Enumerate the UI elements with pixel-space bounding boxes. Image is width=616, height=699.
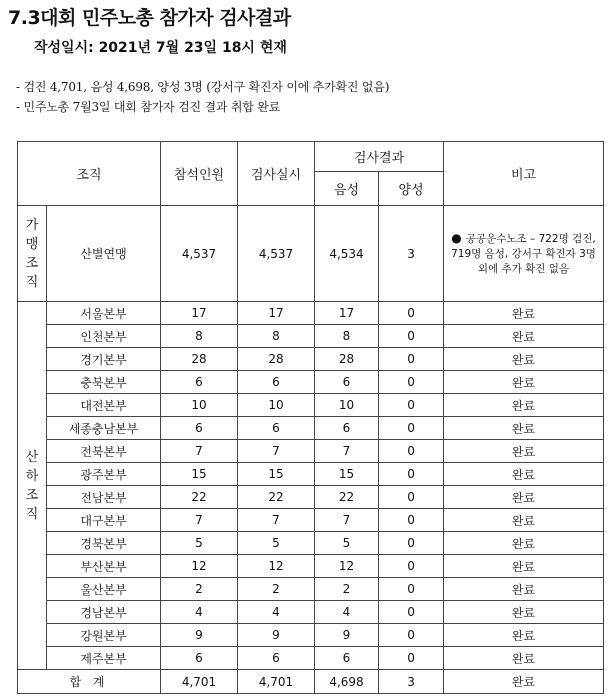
tested-cell: 17 [238, 302, 315, 325]
attendees-cell: 8 [161, 325, 238, 348]
remark-cell: 완료 [444, 486, 604, 509]
tested-cell: 10 [238, 394, 315, 417]
summary-note: - 검진 4,701, 음성 4,698, 양성 3명 (강서구 확진자 이에 추가확진 없음) [16, 80, 390, 94]
org-cell: 전남본부 [47, 486, 161, 509]
test-results-table [17, 141, 604, 694]
table-row [18, 348, 604, 371]
tested-cell: 7 [238, 509, 315, 532]
org-cell: 대구본부 [47, 509, 161, 532]
table-row [18, 624, 604, 647]
attendees-cell: 28 [161, 348, 238, 371]
remark-cell: 완료 [444, 532, 604, 555]
table-row [18, 302, 604, 325]
bullet-icon: ● [451, 230, 462, 245]
col-header-attendees: 참석인원 [161, 142, 238, 206]
negative-cell: 5 [315, 532, 379, 555]
attendees-cell: 4 [161, 601, 238, 624]
total-remark-cell: 완료 [444, 670, 604, 694]
attendees-cell: 15 [161, 463, 238, 486]
table-row [18, 463, 604, 486]
col-header-negative: 음성 [315, 172, 379, 206]
positive-cell: 0 [379, 440, 444, 463]
page-title: 7.3대회 민주노총 참가자 검사결과 [8, 7, 291, 29]
negative-cell: 7 [315, 509, 379, 532]
remark-cell: 완료 [444, 509, 604, 532]
total-label: 합 계 [18, 670, 161, 694]
attendees-cell: 10 [161, 394, 238, 417]
tested-cell: 5 [238, 532, 315, 555]
negative-cell: 6 [315, 417, 379, 440]
negative-cell: 2 [315, 578, 379, 601]
table-row [18, 440, 604, 463]
attendees-cell: 9 [161, 624, 238, 647]
remark-cell: 완료 [444, 325, 604, 348]
remark-cell: 완료 [444, 578, 604, 601]
table-row [18, 394, 604, 417]
attendees-cell: 22 [161, 486, 238, 509]
tested-cell: 12 [238, 555, 315, 578]
table-row [18, 486, 604, 509]
col-header-result-group: 검사결과 [315, 142, 444, 172]
org-cell: 경북본부 [47, 532, 161, 555]
tested-cell: 6 [238, 647, 315, 670]
positive-cell: 0 [379, 601, 444, 624]
remark-cell: 완료 [444, 417, 604, 440]
org-cell: 부산본부 [47, 555, 161, 578]
attendees-cell: 5 [161, 532, 238, 555]
attendees-cell: 7 [161, 509, 238, 532]
remark-cell: 완료 [444, 463, 604, 486]
negative-cell: 7 [315, 440, 379, 463]
negative-cell: 4,534 [315, 206, 379, 302]
negative-cell: 28 [315, 348, 379, 371]
attendees-cell: 6 [161, 371, 238, 394]
tested-cell: 9 [238, 624, 315, 647]
org-cell: 강원본부 [47, 624, 161, 647]
col-header-positive: 양성 [379, 172, 444, 206]
remark-cell: 완료 [444, 624, 604, 647]
negative-cell: 9 [315, 624, 379, 647]
tested-cell: 15 [238, 463, 315, 486]
total-negative-cell: 4,698 [315, 670, 379, 694]
remark-text: 공공운수노조 – 722명 검진, 719명 음성, 강서구 확진자 3명 외에 추가 확진 없음 [451, 232, 596, 275]
remark-cell: 완료 [444, 348, 604, 371]
negative-cell: 22 [315, 486, 379, 509]
positive-cell: 3 [379, 206, 444, 302]
remark-cell: 완료 [444, 647, 604, 670]
positive-cell: 0 [379, 555, 444, 578]
org-cell: 서울본부 [47, 302, 161, 325]
positive-cell: 0 [379, 394, 444, 417]
org-cell: 제주본부 [47, 647, 161, 670]
negative-cell: 10 [315, 394, 379, 417]
org-cell: 산별연맹 [47, 206, 161, 302]
positive-cell: 0 [379, 486, 444, 509]
table-row [18, 509, 604, 532]
attendees-cell: 7 [161, 440, 238, 463]
positive-cell: 0 [379, 348, 444, 371]
org-cell: 경남본부 [47, 601, 161, 624]
total-row [18, 670, 604, 694]
org-cell: 충북본부 [47, 371, 161, 394]
positive-cell: 0 [379, 578, 444, 601]
org-cell: 대전본부 [47, 394, 161, 417]
table-row [18, 206, 604, 302]
remark-cell: 완료 [444, 555, 604, 578]
tested-cell: 7 [238, 440, 315, 463]
remark-cell [444, 206, 604, 302]
remark-cell: 완료 [444, 601, 604, 624]
group-label-affiliated: 가 맹 조 직 [18, 206, 47, 302]
table-row [18, 647, 604, 670]
positive-cell: 0 [379, 463, 444, 486]
org-cell: 광주본부 [47, 463, 161, 486]
attendees-cell: 4,537 [161, 206, 238, 302]
tested-cell: 8 [238, 325, 315, 348]
tested-cell: 6 [238, 371, 315, 394]
positive-cell: 0 [379, 371, 444, 394]
table-row [18, 532, 604, 555]
group-label-regional: 산 하 조 직 [18, 302, 47, 670]
tested-cell: 28 [238, 348, 315, 371]
total-positive-cell: 3 [379, 670, 444, 694]
completion-note: - 민주노총 7월3일 대회 참가자 검진 결과 취합 완료 [16, 100, 281, 114]
table-row [18, 325, 604, 348]
total-attendees-cell: 4,701 [161, 670, 238, 694]
org-cell: 전북본부 [47, 440, 161, 463]
positive-cell: 0 [379, 417, 444, 440]
attendees-cell: 2 [161, 578, 238, 601]
positive-cell: 0 [379, 325, 444, 348]
table-row [18, 601, 604, 624]
table-row [18, 417, 604, 440]
tested-cell: 6 [238, 417, 315, 440]
col-header-remarks: 비고 [444, 142, 604, 206]
remark-cell: 완료 [444, 302, 604, 325]
negative-cell: 17 [315, 302, 379, 325]
report-timestamp: 작성일시: 2021년 7월 23일 18시 현재 [34, 40, 287, 56]
table-row [18, 578, 604, 601]
positive-cell: 0 [379, 647, 444, 670]
org-cell: 경기본부 [47, 348, 161, 371]
positive-cell: 0 [379, 302, 444, 325]
table-row [18, 371, 604, 394]
tested-cell: 4 [238, 601, 315, 624]
org-cell: 인천본부 [47, 325, 161, 348]
table-row [18, 555, 604, 578]
header-row-1 [18, 142, 604, 172]
tested-cell: 4,537 [238, 206, 315, 302]
negative-cell: 6 [315, 647, 379, 670]
remark-cell: 완료 [444, 440, 604, 463]
org-cell: 세종충남본부 [47, 417, 161, 440]
negative-cell: 8 [315, 325, 379, 348]
attendees-cell: 12 [161, 555, 238, 578]
tested-cell: 22 [238, 486, 315, 509]
attendees-cell: 17 [161, 302, 238, 325]
negative-cell: 12 [315, 555, 379, 578]
attendees-cell: 6 [161, 417, 238, 440]
negative-cell: 4 [315, 601, 379, 624]
positive-cell: 0 [379, 624, 444, 647]
negative-cell: 15 [315, 463, 379, 486]
remark-cell: 완료 [444, 394, 604, 417]
remark-cell: 완료 [444, 371, 604, 394]
tested-cell: 2 [238, 578, 315, 601]
attendees-cell: 6 [161, 647, 238, 670]
positive-cell: 0 [379, 532, 444, 555]
negative-cell: 6 [315, 371, 379, 394]
col-header-tested: 검사실시 [238, 142, 315, 206]
positive-cell: 0 [379, 509, 444, 532]
org-cell: 울산본부 [47, 578, 161, 601]
total-tested-cell: 4,701 [238, 670, 315, 694]
col-header-org: 조직 [18, 142, 161, 206]
